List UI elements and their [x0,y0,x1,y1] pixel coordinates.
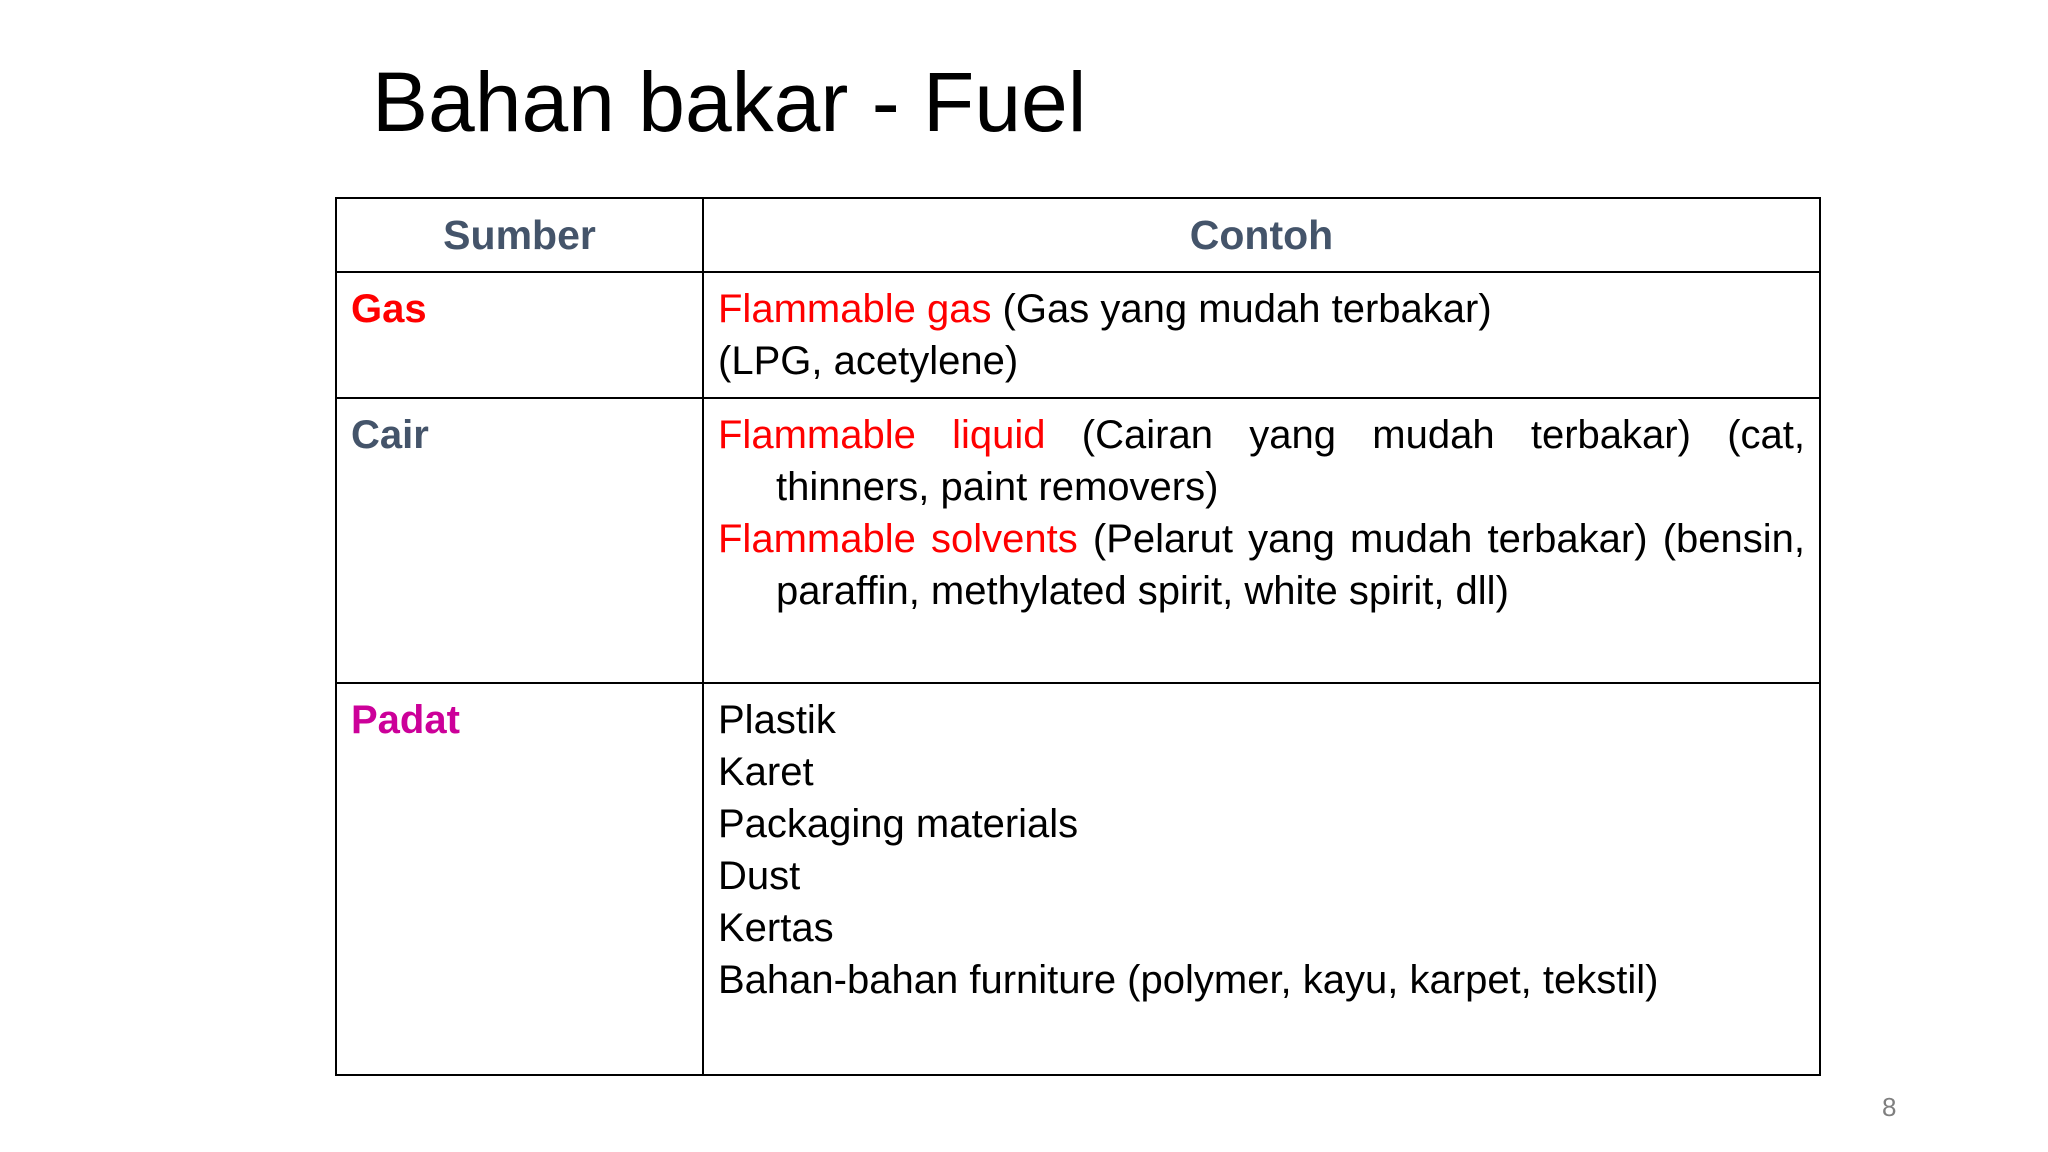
source-label-gas: Gas [351,287,427,331]
gas-entry [718,283,1805,335]
table-row-padat [336,683,1820,1075]
source-label-padat: Padat [351,698,460,742]
table-header-row [336,198,1820,272]
cair-entry-liquid [718,409,1805,513]
example-gas [703,272,1820,398]
gas-highlight: Flammable gas [718,287,992,331]
list-item: Dust [718,854,801,898]
gas-description: (Gas yang mudah terbakar) [991,287,1492,331]
cair-liquid-description: (Cairan yang mudah terbakar) (cat, thinners, paint removers) [776,413,1805,509]
gas-examples: (LPG, acetylene) [718,339,1019,383]
list-item: Karet [718,750,814,794]
fuel-table [335,197,1821,1076]
cair-solvents-description: (Pelarut yang mudah terbakar) (bensin, paraffin, methylated spirit, white spirit, dll) [776,517,1805,613]
cair-solvents-highlight: Flammable solvents [718,517,1078,561]
slide-title: Bahan bakar - Fuel [372,55,1087,149]
table-row-gas [336,272,1820,398]
header-sumber: Sumber [336,198,703,272]
example-padat [703,683,1820,1075]
source-padat [336,683,703,1075]
cair-entry-solvents [718,513,1805,617]
list-item: Packaging materials [718,802,1079,846]
cair-liquid-highlight: Flammable liquid [718,413,1046,457]
header-contoh: Contoh [703,198,1820,272]
source-gas [336,272,703,398]
table-row-cair [336,398,1820,683]
source-cair [336,398,703,683]
source-label-cair: Cair [351,413,429,457]
page-number: 8 [1882,1092,1897,1122]
list-item: Plastik [718,698,836,742]
example-cair [703,398,1820,683]
list-item: Bahan-bahan furniture (polymer, kayu, karpet, tekstil) [718,958,1659,1002]
list-item: Kertas [718,906,834,950]
